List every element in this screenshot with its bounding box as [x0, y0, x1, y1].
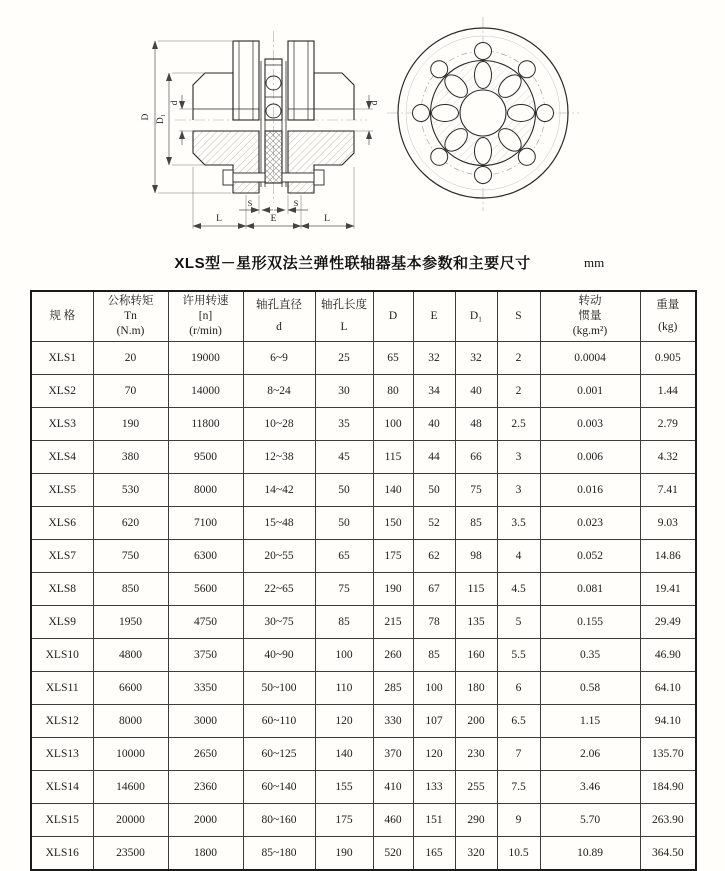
column-header-S: S [497, 291, 540, 342]
value-cell: 8000 [93, 705, 168, 738]
value-cell: 2360 [168, 771, 243, 804]
value-cell: 330 [373, 705, 413, 738]
dim-label-E: E [270, 214, 277, 224]
value-cell: 85~180 [243, 837, 315, 871]
table-row [31, 342, 696, 375]
table-row [31, 573, 696, 606]
value-cell: 45 [315, 441, 373, 474]
value-cell: 120 [413, 738, 455, 771]
value-cell: 65 [315, 540, 373, 573]
value-cell: 40 [455, 375, 497, 408]
right-bolt-shaft [282, 173, 314, 182]
value-cell: 3 [497, 474, 540, 507]
table-row [31, 507, 696, 540]
value-cell: 530 [93, 474, 168, 507]
value-cell: 6~9 [243, 342, 315, 375]
spec-cell: XLS3 [31, 408, 93, 441]
value-cell: 9.03 [640, 507, 696, 540]
dim-label-L-right: L [324, 214, 330, 224]
value-cell: 48 [455, 408, 497, 441]
value-cell: 19.41 [640, 573, 696, 606]
value-cell: 50 [315, 474, 373, 507]
value-cell: 10000 [93, 738, 168, 771]
value-cell: 0.35 [540, 639, 640, 672]
table-header-row [31, 291, 696, 342]
value-cell: 7 [497, 738, 540, 771]
value-cell: 8~24 [243, 375, 315, 408]
parameters-table [30, 290, 697, 871]
value-cell: 151 [413, 804, 455, 837]
table-row [31, 639, 696, 672]
star-petal [508, 105, 535, 122]
value-cell: 22~65 [243, 573, 315, 606]
unit-label: mm [584, 255, 605, 270]
dim-label-L-left: L [216, 214, 222, 224]
value-cell: 10.5 [497, 837, 540, 871]
value-cell: 0.0004 [540, 342, 640, 375]
dim-label-d-right: d [370, 100, 380, 106]
dim-label-S-right: S [293, 198, 299, 208]
value-cell: 85 [455, 507, 497, 540]
value-cell: 1800 [168, 837, 243, 871]
value-cell: 3350 [168, 672, 243, 705]
value-cell: 200 [455, 705, 497, 738]
value-cell: 5 [497, 606, 540, 639]
column-header-bore-d: 轴孔直径 d [243, 291, 315, 342]
left-hub-upper [193, 73, 233, 120]
value-cell: 10.89 [540, 837, 640, 871]
table-row [31, 408, 696, 441]
value-cell: 23500 [93, 837, 168, 871]
value-cell: 94.10 [640, 705, 696, 738]
value-cell: 34 [413, 375, 455, 408]
value-cell: 0.58 [540, 672, 640, 705]
value-cell: 4.32 [640, 441, 696, 474]
value-cell: 155 [315, 771, 373, 804]
value-cell: 67 [413, 573, 455, 606]
value-cell: 370 [373, 738, 413, 771]
value-cell: 44 [413, 441, 455, 474]
bolt-hole [518, 148, 535, 165]
spec-cell: XLS11 [31, 672, 93, 705]
spec-cell: XLS12 [31, 705, 93, 738]
center-bore-circle [460, 90, 506, 136]
bolt-hole [475, 43, 492, 60]
value-cell: 85 [413, 639, 455, 672]
column-header-speed: 许用转速 [n] (r/min) [168, 291, 243, 342]
value-cell: 2.5 [497, 408, 540, 441]
value-cell: 0.003 [540, 408, 640, 441]
value-cell: 260 [373, 639, 413, 672]
value-cell: 175 [315, 804, 373, 837]
spec-cell: XLS7 [31, 540, 93, 573]
value-cell: 40~90 [243, 639, 315, 672]
value-cell: 32 [413, 342, 455, 375]
value-cell: 19000 [168, 342, 243, 375]
value-cell: 4.5 [497, 573, 540, 606]
value-cell: 11800 [168, 408, 243, 441]
value-cell: 2000 [168, 804, 243, 837]
value-cell: 6300 [168, 540, 243, 573]
value-cell: 263.90 [640, 804, 696, 837]
spec-cell: XLS9 [31, 606, 93, 639]
value-cell: 2650 [168, 738, 243, 771]
value-cell: 4800 [93, 639, 168, 672]
value-cell: 100 [373, 408, 413, 441]
value-cell: 40 [413, 408, 455, 441]
value-cell: 52 [413, 507, 455, 540]
column-header-weight: 重量 (kg) [640, 291, 696, 342]
value-cell: 0.006 [540, 441, 640, 474]
page-title: XLS型－星形双法兰弹性联轴器基本参数和主要尺寸 [174, 255, 531, 272]
value-cell: 8000 [168, 474, 243, 507]
value-cell: 78 [413, 606, 455, 639]
value-cell: 5600 [168, 573, 243, 606]
value-cell: 184.90 [640, 771, 696, 804]
value-cell: 7.5 [497, 771, 540, 804]
value-cell: 75 [315, 573, 373, 606]
right-flange-upper [288, 41, 314, 120]
spec-cell: XLS8 [31, 573, 93, 606]
column-header-D1: D₁ [455, 291, 497, 342]
value-cell: 410 [373, 771, 413, 804]
value-cell: 150 [373, 507, 413, 540]
value-cell: 100 [413, 672, 455, 705]
spec-cell: XLS2 [31, 375, 93, 408]
value-cell: 140 [373, 474, 413, 507]
value-cell: 4750 [168, 606, 243, 639]
value-cell: 133 [413, 771, 455, 804]
front-view [387, 17, 579, 211]
value-cell: 7.41 [640, 474, 696, 507]
column-header-E: E [413, 291, 455, 342]
value-cell: 80 [373, 375, 413, 408]
value-cell: 20 [93, 342, 168, 375]
table-row [31, 837, 696, 871]
value-cell: 98 [455, 540, 497, 573]
value-cell: 6 [497, 672, 540, 705]
value-cell: 2 [497, 342, 540, 375]
value-cell: 850 [93, 573, 168, 606]
value-cell: 0.081 [540, 573, 640, 606]
spec-cell: XLS15 [31, 804, 93, 837]
star-petal [475, 138, 492, 165]
spec-cell: XLS13 [31, 738, 93, 771]
table-row [31, 672, 696, 705]
value-cell: 1.15 [540, 705, 640, 738]
bolt-hole [413, 105, 430, 122]
value-cell: 80~160 [243, 804, 315, 837]
value-cell: 135.70 [640, 738, 696, 771]
dim-label-S-left: S [247, 198, 253, 208]
value-cell: 6.5 [497, 705, 540, 738]
value-cell: 3.46 [540, 771, 640, 804]
dim-label-D1: D₁ [156, 113, 166, 125]
column-header-inertia: 转动 惯量 (kg.m²) [540, 291, 640, 342]
value-cell: 46.90 [640, 639, 696, 672]
value-cell: 120 [315, 705, 373, 738]
value-cell: 110 [315, 672, 373, 705]
value-cell: 190 [373, 573, 413, 606]
value-cell: 175 [373, 540, 413, 573]
value-cell: 64.10 [640, 672, 696, 705]
value-cell: 9500 [168, 441, 243, 474]
table-row [31, 606, 696, 639]
column-header-spec: 规 格 [31, 291, 93, 342]
value-cell: 140 [315, 738, 373, 771]
value-cell: 620 [93, 507, 168, 540]
value-cell: 1950 [93, 606, 168, 639]
value-cell: 35 [315, 408, 373, 441]
table-row [31, 771, 696, 804]
left-bolt-head [223, 170, 233, 185]
spec-cell: XLS1 [31, 342, 93, 375]
value-cell: 15~48 [243, 507, 315, 540]
value-cell: 2.06 [540, 738, 640, 771]
value-cell: 14600 [93, 771, 168, 804]
value-cell: 65 [373, 342, 413, 375]
spec-cell: XLS4 [31, 441, 93, 474]
value-cell: 0.001 [540, 375, 640, 408]
spec-cell: XLS6 [31, 507, 93, 540]
star-petal [432, 105, 459, 122]
value-cell: 25 [315, 342, 373, 375]
value-cell: 750 [93, 540, 168, 573]
bolt-hole [475, 167, 492, 184]
value-cell: 3750 [168, 639, 243, 672]
value-cell: 520 [373, 837, 413, 871]
value-cell: 70 [93, 375, 168, 408]
value-cell: 380 [93, 441, 168, 474]
value-cell: 60~140 [243, 771, 315, 804]
value-cell: 115 [373, 441, 413, 474]
value-cell: 230 [455, 738, 497, 771]
table-row [31, 441, 696, 474]
value-cell: 14.86 [640, 540, 696, 573]
technical-drawing [135, 15, 595, 247]
value-cell: 0.023 [540, 507, 640, 540]
value-cell: 0.905 [640, 342, 696, 375]
value-cell: 50~100 [243, 672, 315, 705]
value-cell: 3000 [168, 705, 243, 738]
value-cell: 3.5 [497, 507, 540, 540]
value-cell: 0.016 [540, 474, 640, 507]
spec-cell: XLS5 [31, 474, 93, 507]
table-row [31, 540, 696, 573]
value-cell: 107 [413, 705, 455, 738]
value-cell: 50 [413, 474, 455, 507]
value-cell: 30~75 [243, 606, 315, 639]
value-cell: 0.052 [540, 540, 640, 573]
value-cell: 190 [315, 837, 373, 871]
dim-label-d-left: d [170, 100, 180, 106]
dim-label-D: D [141, 113, 151, 121]
value-cell: 50 [315, 507, 373, 540]
column-header-torque: 公称转矩 Tn (N.m) [93, 291, 168, 342]
table-row [31, 804, 696, 837]
bolt-hole [431, 148, 448, 165]
value-cell: 285 [373, 672, 413, 705]
value-cell: 364.50 [640, 837, 696, 871]
bolt-hole [518, 61, 535, 78]
value-cell: 20~55 [243, 540, 315, 573]
value-cell: 2.79 [640, 408, 696, 441]
value-cell: 10~28 [243, 408, 315, 441]
value-cell: 5.70 [540, 804, 640, 837]
value-cell: 290 [455, 804, 497, 837]
value-cell: 30 [315, 375, 373, 408]
right-hub-upper [314, 73, 354, 120]
value-cell: 3 [497, 441, 540, 474]
value-cell: 9 [497, 804, 540, 837]
spec-cell: XLS14 [31, 771, 93, 804]
table-row [31, 705, 696, 738]
side-section-view [175, 31, 367, 203]
value-cell: 165 [413, 837, 455, 871]
value-cell: 32 [455, 342, 497, 375]
value-cell: 135 [455, 606, 497, 639]
table-row [31, 474, 696, 507]
star-petal [475, 62, 492, 89]
value-cell: 7100 [168, 507, 243, 540]
value-cell: 320 [455, 837, 497, 871]
spider-column-section [265, 131, 282, 183]
value-cell: 60~110 [243, 705, 315, 738]
table-row [31, 738, 696, 771]
value-cell: 6600 [93, 672, 168, 705]
value-cell: 160 [455, 639, 497, 672]
value-cell: 20000 [93, 804, 168, 837]
bolt-hole [537, 105, 554, 122]
value-cell: 5.5 [497, 639, 540, 672]
value-cell: 255 [455, 771, 497, 804]
value-cell: 60~125 [243, 738, 315, 771]
value-cell: 215 [373, 606, 413, 639]
column-header-D: D [373, 291, 413, 342]
column-header-bore-l: 轴孔长度 L [315, 291, 373, 342]
left-bolt-shaft [233, 173, 265, 182]
value-cell: 4 [497, 540, 540, 573]
value-cell: 14000 [168, 375, 243, 408]
value-cell: 180 [455, 672, 497, 705]
right-bolt-head [314, 170, 324, 185]
value-cell: 85 [315, 606, 373, 639]
value-cell: 460 [373, 804, 413, 837]
value-cell: 12~38 [243, 441, 315, 474]
value-cell: 2 [497, 375, 540, 408]
left-flange-upper [233, 41, 259, 120]
value-cell: 75 [455, 474, 497, 507]
value-cell: 0.155 [540, 606, 640, 639]
bolt-hole [431, 61, 448, 78]
spec-cell: XLS10 [31, 639, 93, 672]
value-cell: 100 [315, 639, 373, 672]
value-cell: 1.44 [640, 375, 696, 408]
value-cell: 14~42 [243, 474, 315, 507]
value-cell: 66 [455, 441, 497, 474]
value-cell: 62 [413, 540, 455, 573]
table-row [31, 375, 696, 408]
value-cell: 29.49 [640, 606, 696, 639]
spec-cell: XLS16 [31, 837, 93, 871]
value-cell: 190 [93, 408, 168, 441]
table-body [31, 342, 696, 871]
value-cell: 115 [455, 573, 497, 606]
